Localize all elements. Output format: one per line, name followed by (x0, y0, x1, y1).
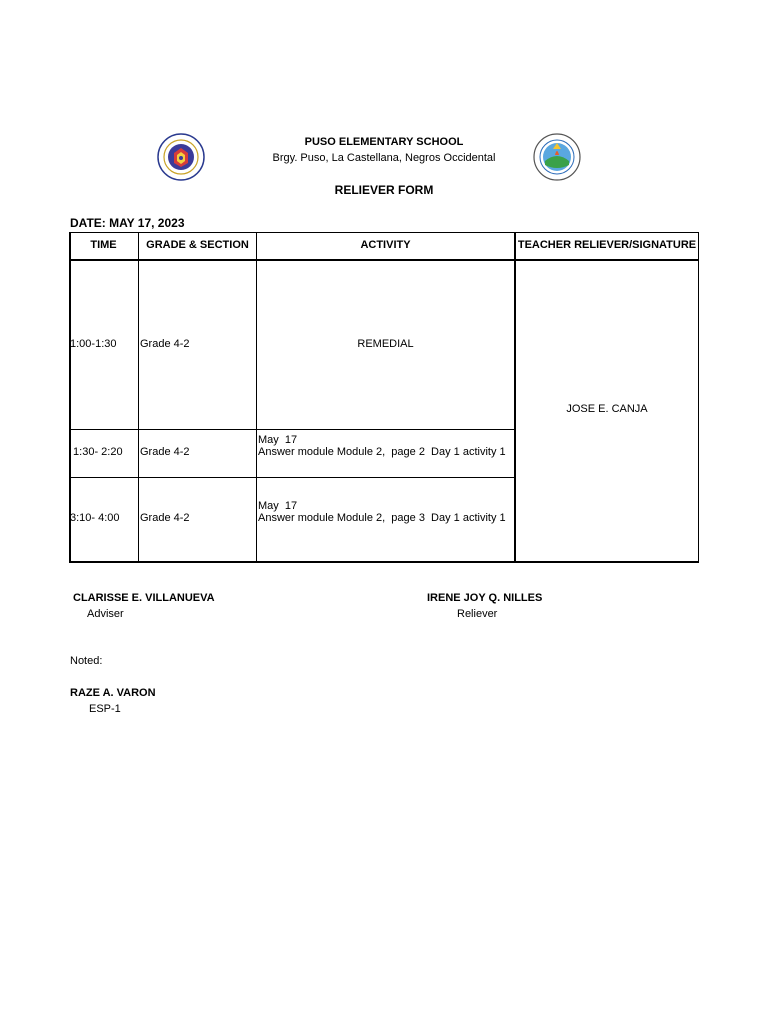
table-border-top (69, 232, 699, 233)
teacher-reliever-name: JOSE E. CANJA (566, 403, 648, 415)
row3-grade: Grade 4-2 (140, 512, 190, 524)
row2-grade: Grade 4-2 (140, 446, 190, 458)
header-teacher-reliever: TEACHER RELIEVER/SIGNATURE (517, 239, 697, 251)
adviser-name: CLARISSE E. VILLANUEVA (73, 592, 215, 604)
row3-activity: Answer module Module 2, page 3 Day 1 activity 1 (258, 512, 506, 524)
header-time: TIME (90, 239, 117, 251)
reliever-role: Reliever (457, 608, 498, 620)
row-divider (69, 429, 515, 430)
noted-label: Noted: (70, 655, 103, 667)
header-divider (69, 259, 699, 261)
row1-grade: Grade 4-2 (140, 338, 190, 350)
row2-activity-date: May 17 (258, 434, 298, 446)
date-line: DATE: MAY 17, 2023 (70, 216, 185, 230)
row-divider (69, 477, 515, 478)
row2-activity: Answer module Module 2, page 2 Day 1 activity 1 (258, 446, 506, 458)
row3-time: 3:10- 4:00 (70, 512, 120, 524)
esp-role: ESP-1 (89, 703, 121, 715)
column-divider (514, 232, 516, 563)
adviser-role: Adviser (87, 608, 124, 620)
column-divider (256, 232, 257, 563)
column-divider (138, 232, 139, 563)
reliever-name: IRENE JOY Q. NILLES (427, 592, 543, 604)
row1-activity: REMEDIAL (357, 338, 414, 350)
esp-name: RAZE A. VARON (70, 687, 156, 699)
school-address: Brgy. Puso, La Castellana, Negros Occidental (272, 152, 496, 164)
table-border-right (698, 232, 699, 563)
row1-time: 1:00-1:30 (70, 338, 117, 350)
form-title: RELIEVER FORM (334, 183, 434, 197)
row2-time: 1:30- 2:20 (70, 446, 123, 458)
row3-activity-date: May 17 (258, 500, 298, 512)
school-name: PUSO ELEMENTARY SCHOOL (304, 136, 464, 148)
header-activity: ACTIVITY (360, 239, 411, 251)
table-border-bottom (69, 561, 699, 563)
header-grade-section: GRADE & SECTION (146, 239, 249, 251)
